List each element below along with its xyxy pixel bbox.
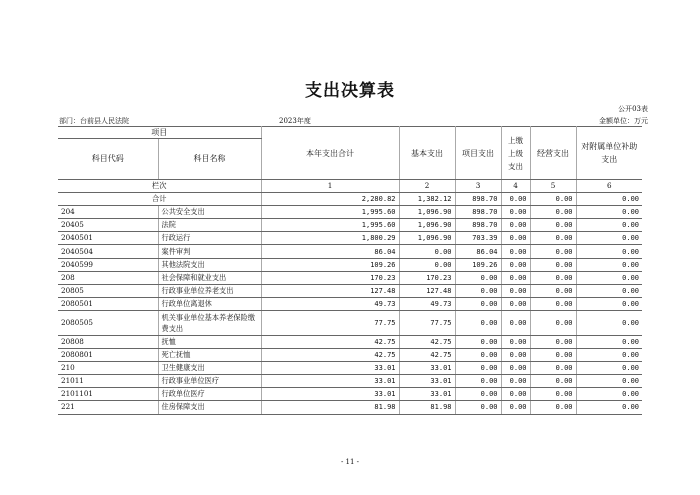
amount-cell: 1,995.60	[261, 206, 399, 219]
amount-cell: 77.75	[399, 310, 455, 335]
subject-code: 208	[58, 271, 158, 284]
amount-cell: 109.26	[261, 258, 399, 271]
amount-cell: 0.00	[530, 284, 576, 297]
amount-cell: 0.00	[501, 401, 530, 414]
amount-cell: 1,096.90	[399, 219, 455, 232]
header-subsidy: 对附属单位补助支出	[576, 127, 642, 180]
amount-cell: 0.00	[530, 245, 576, 258]
amount-cell: 0.00	[530, 335, 576, 348]
amount-cell: 1,096.90	[399, 206, 455, 219]
amount-cell: 0.00	[501, 310, 530, 335]
subject-code: 2040501	[58, 232, 158, 245]
subject-code: 210	[58, 362, 158, 375]
amount-cell: 127.48	[399, 284, 455, 297]
amount-cell: 109.26	[455, 258, 501, 271]
table-row	[58, 335, 642, 348]
total-label: 合计	[58, 193, 261, 206]
amount-cell: 0.00	[530, 310, 576, 335]
amount-cell: 0.00	[530, 401, 576, 414]
subject-code: 2040599	[58, 258, 158, 271]
amount-cell: 0.00	[455, 401, 501, 414]
amount-cell: 1,096.90	[399, 232, 455, 245]
table-row	[58, 310, 642, 335]
amount-cell: 0.00	[530, 271, 576, 284]
amount-cell: 0.00	[530, 219, 576, 232]
amount-cell: 0.00	[576, 206, 642, 219]
amount-cell: 49.73	[261, 297, 399, 310]
amount-cell: 0.00	[501, 375, 530, 388]
subject-code: 2080501	[58, 297, 158, 310]
amount-cell: 0.00	[576, 388, 642, 401]
table-row	[58, 284, 642, 297]
amount-cell: 0.00	[455, 271, 501, 284]
amount-cell: 49.73	[399, 297, 455, 310]
subject-name: 公共安全支出	[158, 206, 261, 219]
amount-cell: 0.00	[455, 362, 501, 375]
column-index: 6	[576, 180, 642, 193]
amount-cell: 0.00	[501, 232, 530, 245]
column-index: 5	[530, 180, 576, 193]
subject-name: 机关事业单位基本养老保险缴费支出	[158, 310, 261, 335]
amount-cell: 0.00	[576, 349, 642, 362]
table-row	[58, 206, 642, 219]
expenditure-table	[58, 126, 642, 415]
amount-cell: 0.00	[455, 388, 501, 401]
subject-name: 社会保障和就业支出	[158, 271, 261, 284]
column-index: 3	[455, 180, 501, 193]
table-row	[58, 245, 642, 258]
table-row	[58, 375, 642, 388]
department-label: 部门：台前县人民法院	[59, 117, 129, 125]
amount-cell: 170.23	[261, 271, 399, 284]
amount-cell: 0.00	[501, 335, 530, 348]
header-business: 经营支出	[530, 127, 576, 180]
amount-cell: 33.01	[399, 375, 455, 388]
amount-cell: 0.00	[455, 335, 501, 348]
amount-cell: 0.00	[530, 375, 576, 388]
amount-cell: 0.00	[501, 284, 530, 297]
amount-cell: 0.00	[501, 349, 530, 362]
amount-cell: 0.00	[576, 335, 642, 348]
amount-cell: 0.00	[576, 219, 642, 232]
subject-name: 死亡抚恤	[158, 349, 261, 362]
amount-cell: 81.98	[399, 401, 455, 414]
column-index-row	[58, 180, 642, 193]
header-project: 项目支出	[455, 127, 501, 180]
subject-code: 2040504	[58, 245, 158, 258]
amount-cell: 0.00	[455, 284, 501, 297]
amount-cell: 0.00	[576, 362, 642, 375]
amount-cell: 0.00	[455, 375, 501, 388]
subject-code: 21011	[58, 375, 158, 388]
table-row	[58, 388, 642, 401]
amount-cell: 77.75	[261, 310, 399, 335]
amount-cell: 170.23	[399, 271, 455, 284]
subject-name: 其他法院支出	[158, 258, 261, 271]
subject-code: 20805	[58, 284, 158, 297]
table-row	[58, 401, 642, 414]
header-item: 项目	[58, 127, 261, 139]
amount-cell: 0.00	[501, 245, 530, 258]
total-value: 1,382.12	[399, 193, 455, 206]
amount-cell: 0.00	[530, 349, 576, 362]
subject-code: 2080505	[58, 310, 158, 335]
header-total: 本年支出合计	[261, 127, 399, 180]
amount-cell: 0.00	[576, 284, 642, 297]
amount-cell: 1,800.29	[261, 232, 399, 245]
header-remit: 上缴上级支出	[501, 127, 530, 180]
subject-code: 221	[58, 401, 158, 414]
amount-cell: 703.39	[455, 232, 501, 245]
total-row	[58, 193, 642, 206]
amount-cell: 0.00	[530, 362, 576, 375]
table-row	[58, 271, 642, 284]
total-value: 0.00	[576, 193, 642, 206]
amount-unit: 金额单位：万元	[599, 117, 648, 125]
column-index: 1	[261, 180, 399, 193]
amount-cell: 0.00	[530, 388, 576, 401]
amount-cell: 127.48	[261, 284, 399, 297]
subject-code: 20808	[58, 335, 158, 348]
amount-cell: 0.00	[399, 258, 455, 271]
subject-code: 2101101	[58, 388, 158, 401]
amount-cell: 42.75	[399, 349, 455, 362]
total-value: 898.70	[455, 193, 501, 206]
table-row	[58, 232, 642, 245]
amount-cell: 898.70	[455, 206, 501, 219]
total-value: 0.00	[501, 193, 530, 206]
subject-name: 行政事业单位医疗	[158, 375, 261, 388]
subject-name: 住房保障支出	[158, 401, 261, 414]
amount-cell: 42.75	[261, 349, 399, 362]
amount-cell: 0.00	[576, 271, 642, 284]
amount-cell: 0.00	[576, 401, 642, 414]
amount-cell: 0.00	[530, 232, 576, 245]
amount-cell: 81.98	[261, 401, 399, 414]
subject-code: 2080801	[58, 349, 158, 362]
subject-name: 行政单位医疗	[158, 388, 261, 401]
amount-cell: 898.70	[455, 219, 501, 232]
header-name: 科目名称	[158, 139, 261, 180]
amount-cell: 0.00	[455, 349, 501, 362]
amount-cell: 86.04	[455, 245, 501, 258]
fiscal-year: 2023年度	[279, 117, 311, 125]
amount-cell: 0.00	[501, 271, 530, 284]
amount-cell: 0.00	[501, 206, 530, 219]
amount-cell: 0.00	[530, 258, 576, 271]
amount-cell: 42.75	[261, 335, 399, 348]
column-index: 2	[399, 180, 455, 193]
column-index: 4	[501, 180, 530, 193]
amount-cell: 0.00	[455, 297, 501, 310]
subject-name: 抚恤	[158, 335, 261, 348]
page-title: 支出决算表	[305, 81, 395, 101]
amount-cell: 0.00	[576, 310, 642, 335]
table-row	[58, 349, 642, 362]
table-row	[58, 297, 642, 310]
amount-cell: 0.00	[530, 297, 576, 310]
amount-cell: 0.00	[501, 362, 530, 375]
table-row	[58, 362, 642, 375]
amount-cell: 1,995.60	[261, 219, 399, 232]
amount-cell: 42.75	[399, 335, 455, 348]
table-row	[58, 219, 642, 232]
subject-code: 204	[58, 206, 158, 219]
amount-cell: 0.00	[576, 232, 642, 245]
column-index-label: 栏次	[58, 180, 261, 193]
amount-cell: 0.00	[501, 297, 530, 310]
amount-cell: 33.01	[399, 388, 455, 401]
subject-name: 案件审判	[158, 245, 261, 258]
header-code: 科目代码	[58, 139, 158, 180]
amount-cell: 0.00	[455, 310, 501, 335]
amount-cell: 33.01	[261, 362, 399, 375]
amount-cell: 0.00	[576, 297, 642, 310]
amount-cell: 0.00	[399, 245, 455, 258]
subject-name: 法院	[158, 219, 261, 232]
subject-code: 20405	[58, 219, 158, 232]
amount-cell: 0.00	[501, 258, 530, 271]
subject-name: 卫生健康支出	[158, 362, 261, 375]
data-rows	[58, 206, 642, 414]
amount-cell: 33.01	[261, 375, 399, 388]
amount-cell: 33.01	[261, 388, 399, 401]
amount-cell: 33.01	[399, 362, 455, 375]
amount-cell: 0.00	[576, 258, 642, 271]
subject-name: 行政单位离退休	[158, 297, 261, 310]
amount-cell: 0.00	[530, 206, 576, 219]
header-basic: 基本支出	[399, 127, 455, 180]
amount-cell: 0.00	[501, 219, 530, 232]
amount-cell: 0.00	[576, 245, 642, 258]
subject-name: 行政事业单位养老支出	[158, 284, 261, 297]
amount-cell: 86.04	[261, 245, 399, 258]
amount-cell: 0.00	[501, 388, 530, 401]
subject-name: 行政运行	[158, 232, 261, 245]
total-value: 2,280.82	[261, 193, 399, 206]
table-row	[58, 258, 642, 271]
total-value: 0.00	[530, 193, 576, 206]
form-number: 公开03表	[618, 105, 648, 113]
amount-cell: 0.00	[576, 375, 642, 388]
page-number: - 11 -	[340, 458, 360, 466]
